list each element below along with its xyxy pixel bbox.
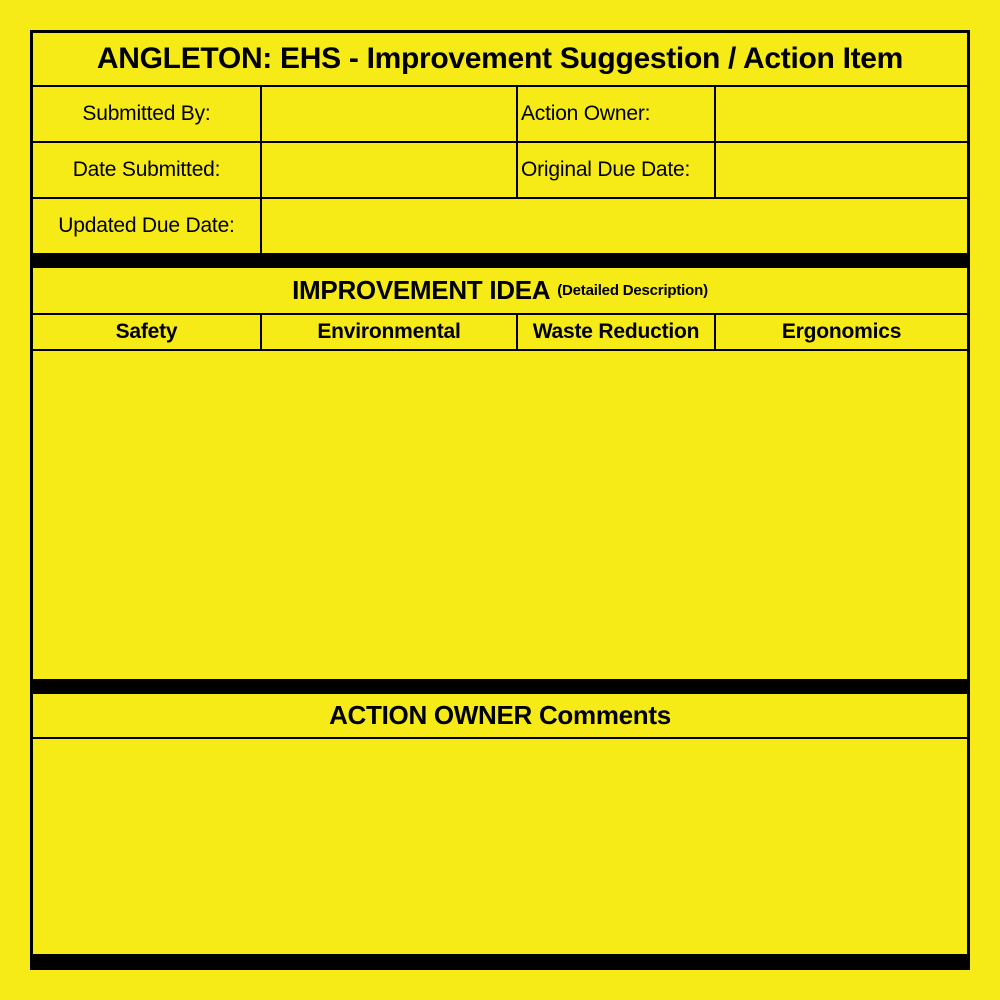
improvement-subtitle: (Detailed Description) [557,282,708,299]
bottom-bar [33,954,967,967]
column-divider [260,313,262,349]
column-divider [714,85,716,197]
action-owner-label: Action Owner: [521,102,651,125]
column-divider [714,313,716,349]
updated-due-date-field[interactable] [262,199,967,253]
date-submitted-field[interactable] [262,143,516,197]
category-ergonomics[interactable]: Ergonomics [781,320,902,343]
form-board [30,30,970,970]
form-title: ANGLETON: EHS - Improvement Suggestion / Action Item [96,42,904,75]
column-divider [516,85,518,197]
improvement-title-row [33,268,967,313]
section-separator [33,679,967,694]
comments-title: ACTION OWNER Comments [329,700,671,730]
section-separator [33,253,967,268]
column-divider [516,313,518,349]
original-due-date-field[interactable] [716,143,967,197]
category-safety[interactable]: Safety [115,320,178,343]
action-owner-field[interactable] [716,87,967,141]
improvement-description-area[interactable] [33,351,967,679]
updated-due-date-label: Updated Due Date: [58,214,235,237]
category-waste-reduction[interactable]: Waste Reduction [532,320,700,343]
improvement-title: IMPROVEMENT IDEA [292,275,551,305]
column-divider [260,85,262,253]
original-due-date-label: Original Due Date: [521,158,691,181]
category-environmental[interactable]: Environmental [317,320,461,343]
comments-area[interactable] [33,739,967,954]
submitted-by-label: Submitted By: [82,102,211,125]
submitted-by-field[interactable] [262,87,516,141]
date-submitted-label: Date Submitted: [72,158,221,181]
